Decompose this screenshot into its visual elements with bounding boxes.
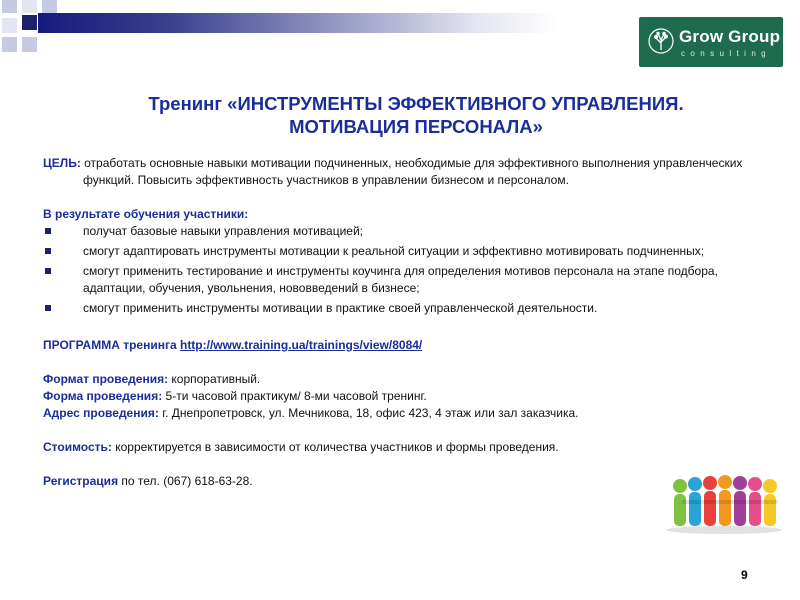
bullet-square-icon <box>45 248 51 254</box>
format-line <box>43 371 743 388</box>
grow-group-logo <box>639 17 783 67</box>
program-line <box>43 337 743 354</box>
bullet-square-icon <box>45 268 51 274</box>
decor-square <box>2 18 17 33</box>
goal-text: отработать основные навыки мотивации подчиненных, необходимые для эффективного выполнения управленческих функций. Повысить эффективность участников в управлении бизнесом и персоналом. <box>80 156 743 187</box>
registration-value: по тел. (067) 618-63-28. <box>118 474 253 488</box>
decor-square <box>2 0 17 13</box>
logo-subtitle: consulting <box>681 49 772 58</box>
cost-line <box>43 439 743 456</box>
team-people-illustration <box>664 472 784 534</box>
bullet-square-icon <box>45 305 51 311</box>
program-label: ПРОГРАММА тренинга <box>43 338 177 352</box>
address-line <box>43 405 743 422</box>
header-gradient-bar <box>38 13 558 33</box>
list-item <box>43 243 743 260</box>
registration-label: Регистрация <box>43 474 119 488</box>
list-item-text: получат базовые навыки управления мотивацией; <box>83 224 364 238</box>
goal-paragraph <box>43 155 743 189</box>
results-heading-text: В результате обучения участники: <box>43 207 249 221</box>
decor-square <box>22 37 37 52</box>
program-link[interactable]: http://www.training.ua/trainings/view/8084/ <box>179 338 423 352</box>
goal-label: ЦЕЛЬ: <box>43 156 81 170</box>
registration-line <box>43 473 743 490</box>
tree-icon <box>648 28 674 54</box>
list-item-text: смогут применить тестирование и инструменты коучинга для определения мотивов персонала на этапе подбора, адаптации, обучения, увольнения, нововведений в бизнесе; <box>83 264 718 295</box>
format-label: Формат проведения: <box>43 372 169 386</box>
logo-name: Grow Group <box>679 27 781 46</box>
decor-square <box>2 37 17 52</box>
list-item <box>43 263 743 297</box>
form-label: Форма проведения: <box>43 389 163 403</box>
results-heading <box>43 206 743 223</box>
page-number: 9 <box>741 568 748 582</box>
decor-square <box>22 0 37 13</box>
page-title <box>40 92 792 138</box>
main-content <box>43 155 743 490</box>
list-item-text: смогут применить инструменты мотивации в практике своей управленческой деятельности. <box>83 301 598 315</box>
decor-square <box>42 0 57 13</box>
address-label: Адрес проведения: <box>43 406 159 420</box>
cost-value: корректируется в зависимости от количества участников и формы проведения. <box>111 440 559 454</box>
format-value: корпоративный. <box>168 372 261 386</box>
title-line-1: Тренинг «ИНСТРУМЕНТЫ ЭФФЕКТИВНОГО УПРАВЛЕНИЯ. <box>148 93 684 114</box>
form-line <box>43 388 743 405</box>
cost-label: Стоимость: <box>43 440 112 454</box>
decor-square <box>22 15 37 30</box>
list-item <box>43 223 743 240</box>
list-item-text: смогут адаптировать инструменты мотивации к реальной ситуации и эффективно мотивировать подчиненных; <box>83 244 705 258</box>
results-list <box>43 223 743 317</box>
list-item <box>43 300 743 317</box>
form-value: 5-ти часовой практикум/ 8-ми часовой тренинг. <box>162 389 427 403</box>
title-line-2: МОТИВАЦИЯ ПЕРСОНАЛА» <box>289 116 543 137</box>
bullet-square-icon <box>45 228 51 234</box>
address-value: г. Днепропетровск, ул. Мечникова, 18, офис 423, 4 этаж или зал заказчика. <box>158 406 579 420</box>
